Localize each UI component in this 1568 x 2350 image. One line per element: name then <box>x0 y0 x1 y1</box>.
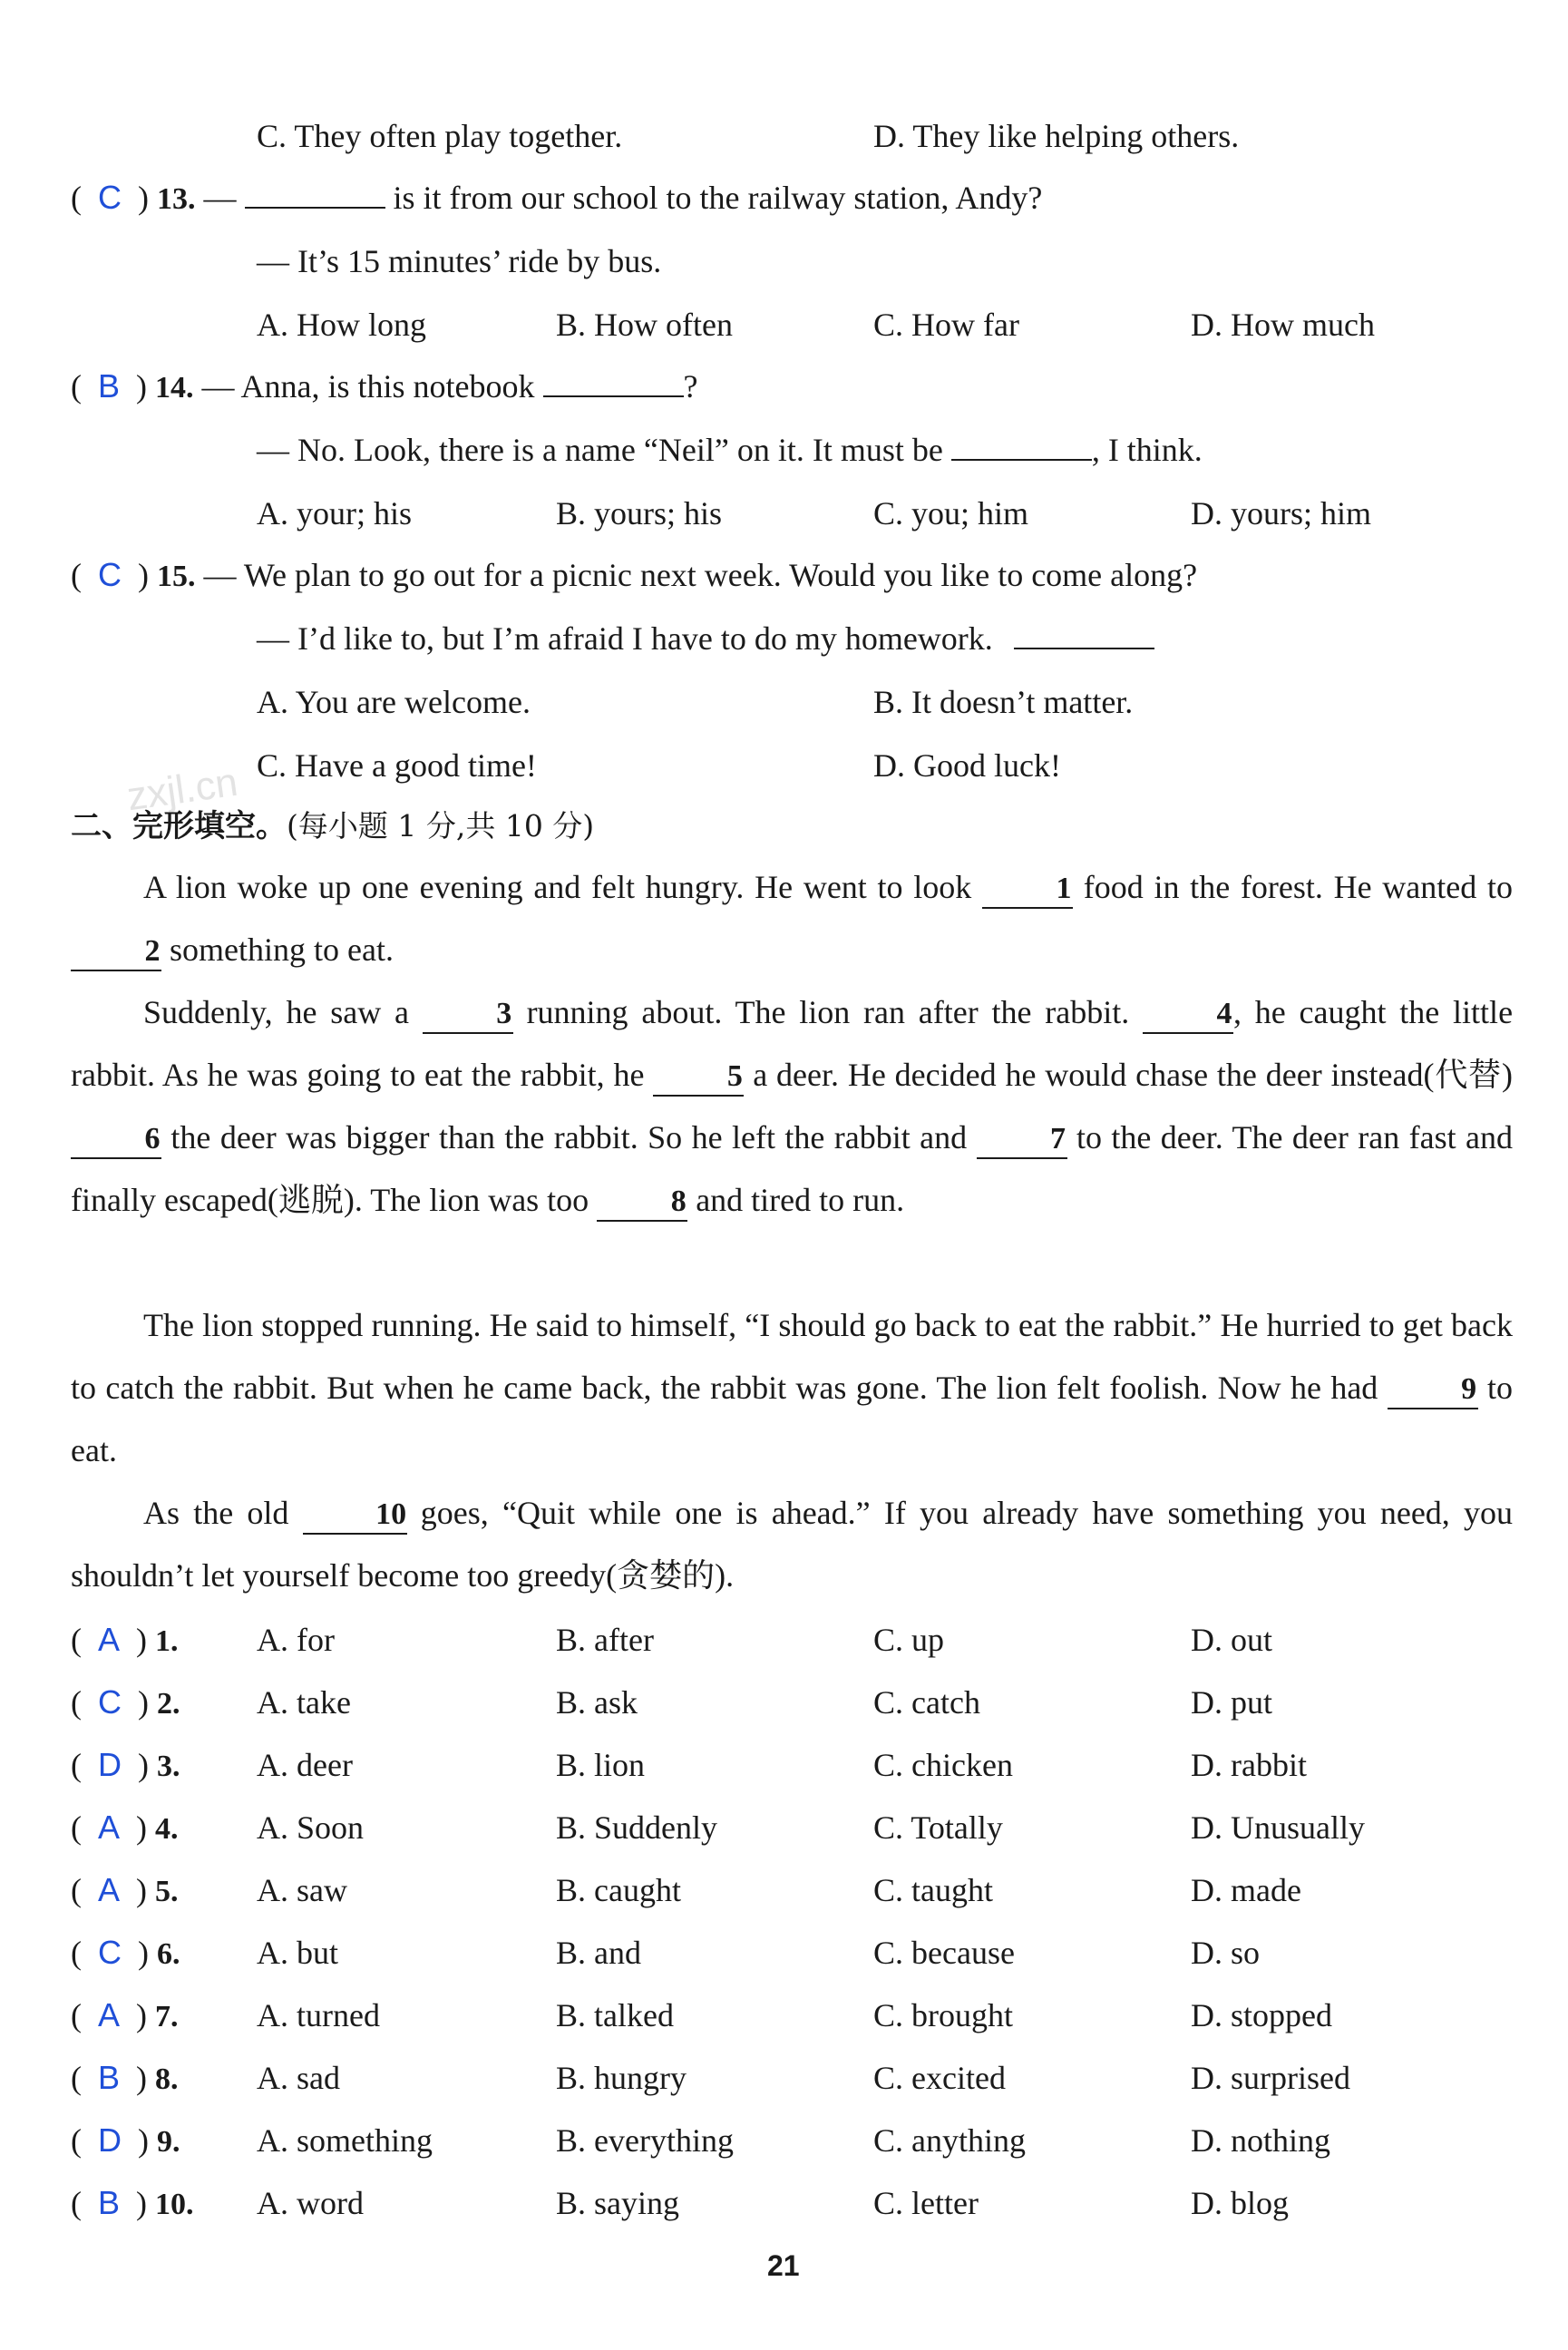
cloze-item: ( A ) 4. <box>71 1809 179 1846</box>
cloze-option: B. hungry <box>556 2060 687 2096</box>
passage-paragraph-4 <box>71 1482 1513 1607</box>
cloze-option: C. catch <box>873 1684 980 1721</box>
cloze-option: C. letter <box>873 2185 979 2221</box>
answer-mark: A <box>98 1809 121 1846</box>
cloze-item: ( B ) 10. <box>71 2184 194 2221</box>
cloze-option: A. Soon <box>257 1809 365 1846</box>
question-number: 13. <box>157 182 196 216</box>
passage-text: and tired to run. <box>696 1182 905 1218</box>
question-text: — <box>203 180 237 216</box>
passage-text: food in the forest. He wanted to <box>1083 869 1513 905</box>
passage-text: As the old <box>143 1495 289 1531</box>
answer-mark: C <box>98 556 122 593</box>
answer-mark: C <box>98 179 122 216</box>
passage-text: the deer was bigger than the rabbit. So he left the rabbit and <box>170 1119 968 1155</box>
cloze-option: B. saying <box>556 2185 680 2221</box>
q12-option-c: C. They often play together. <box>257 118 623 154</box>
cloze-option: A. saw <box>257 1872 347 1908</box>
question-13: ( C ) 13. — is it from our school to the railway station, Andy? <box>71 175 1042 222</box>
passage-text: goes, “Quit while one is ahead.” If you already have something you need, you shouldn’t let yourself become too greedy(贪婪的). <box>71 1495 1514 1594</box>
section-subtitle: (每小题 1 分,共 10 分) <box>287 808 595 843</box>
cloze-option: A. turned <box>257 1997 380 2033</box>
option: C. How far <box>873 307 1019 343</box>
passage-text: something to eat. <box>170 931 394 968</box>
question-14: ( B ) 14. — Anna, is this notebook ? <box>71 364 698 411</box>
answer-mark: B <box>98 2059 121 2096</box>
cloze-option: D. blog <box>1191 2185 1289 2221</box>
question-text: — We plan to go out for a picnic next week. Would you like to come along? <box>203 557 1198 593</box>
item-number: 6. <box>157 1937 180 1971</box>
answer-blank[interactable] <box>951 428 1092 461</box>
answer-mark: B <box>98 367 121 405</box>
section-heading <box>71 804 594 855</box>
option: D. How much <box>1191 307 1375 343</box>
cloze-item: ( A ) 5. <box>71 1871 179 1908</box>
passage-text: to the deer. The deer ran fast and finally escaped(逃脱). The lion was too <box>71 1119 1514 1218</box>
cloze-option: C. because <box>873 1935 1015 1971</box>
cloze-item: ( C ) 2. <box>71 1683 180 1721</box>
passage-blank-9[interactable]: 9 <box>1388 1371 1478 1409</box>
cloze-item: ( A ) 7. <box>71 1996 179 2033</box>
cloze-option: C. taught <box>873 1872 993 1908</box>
passage-text: The lion stopped running. He said to himself, “I should go back to eat the rabbit.” He hurried to get back to catch the rabbit. But when he came back, the rabbit was gone. The lion felt foolish. Now he had <box>71 1307 1513 1406</box>
question-number: 15. <box>157 560 196 593</box>
reply-text: — I’d like to, but I’m afraid I have to do my homework. <box>257 620 993 657</box>
passage-blank-4[interactable]: 4 <box>1143 996 1233 1034</box>
passage-paragraph-3 <box>71 1294 1513 1482</box>
cloze-option: B. after <box>556 1622 654 1658</box>
passage-blank-10[interactable]: 10 <box>303 1497 407 1535</box>
cloze-option: D. put <box>1191 1684 1272 1721</box>
passage-blank-1[interactable]: 1 <box>982 871 1073 909</box>
passage-blank-8[interactable]: 8 <box>597 1184 687 1222</box>
option: C. Have a good time! <box>257 747 537 784</box>
answer-mark: A <box>98 1621 121 1658</box>
answer-mark: C <box>98 1934 122 1971</box>
passage-blank-5[interactable]: 5 <box>653 1058 744 1097</box>
question-text: — Anna, is this notebook <box>201 368 535 405</box>
option: D. Good luck! <box>873 747 1061 784</box>
item-number: 3. <box>157 1750 180 1783</box>
cloze-option: D. out <box>1191 1622 1272 1658</box>
cloze-option: C. anything <box>873 2122 1026 2159</box>
cloze-option: B. talked <box>556 1997 674 2033</box>
cloze-option: D. rabbit <box>1191 1747 1307 1783</box>
reply-text: , I think. <box>1091 432 1203 468</box>
cloze-option: B. caught <box>556 1872 681 1908</box>
answer-blank[interactable] <box>1014 617 1154 649</box>
cloze-option: B. lion <box>556 1747 646 1783</box>
answer-mark: A <box>98 1996 121 2033</box>
answer-mark: C <box>98 1683 122 1721</box>
question-number: 14. <box>155 371 194 405</box>
item-number: 5. <box>155 1875 179 1908</box>
item-number: 7. <box>155 2000 179 2033</box>
reply-text: — No. Look, there is a name “Neil” on it. It must be <box>257 432 943 468</box>
passage-blank-7[interactable]: 7 <box>977 1121 1067 1159</box>
option: B. It doesn’t matter. <box>873 684 1134 720</box>
q12-option-d: D. They like helping others. <box>873 118 1240 154</box>
cloze-item: ( A ) 1. <box>71 1621 179 1658</box>
option: C. you; him <box>873 495 1029 531</box>
cloze-option: C. chicken <box>873 1747 1013 1783</box>
passage-blank-3[interactable]: 3 <box>423 996 513 1034</box>
passage-text: A lion woke up one evening and felt hungry. He went to look <box>143 869 972 905</box>
passage-blank-6[interactable]: 6 <box>71 1121 161 1159</box>
cloze-option: C. excited <box>873 2060 1006 2096</box>
cloze-option: B. ask <box>556 1684 638 1721</box>
cloze-option: D. Unusually <box>1191 1809 1365 1846</box>
option: A. You are welcome. <box>257 684 531 720</box>
passage-text: a deer. He decided he would chase the deer instead(代替) <box>753 1057 1514 1093</box>
question-15-reply <box>257 616 1154 661</box>
passage-paragraph-2 <box>71 981 1513 1232</box>
cloze-option: C. brought <box>873 1997 1014 2033</box>
item-number: 8. <box>155 2062 179 2096</box>
item-number: 2. <box>157 1687 180 1721</box>
cloze-option: C. Totally <box>873 1809 1003 1846</box>
item-number: 9. <box>157 2125 180 2159</box>
cloze-item: ( B ) 8. <box>71 2059 179 2096</box>
cloze-option: B. Suddenly <box>556 1809 718 1846</box>
item-number: 1. <box>155 1624 179 1658</box>
cloze-option: A. deer <box>257 1747 353 1783</box>
answer-mark: D <box>98 2121 122 2159</box>
cloze-option: A. something <box>257 2122 433 2159</box>
cloze-option: A. sad <box>257 2060 340 2096</box>
cloze-option: D. surprised <box>1191 2060 1350 2096</box>
question-text: is it from our school to the railway station, Andy? <box>393 180 1043 216</box>
answer-mark: B <box>98 2184 121 2221</box>
cloze-option: D. so <box>1191 1935 1261 1971</box>
page-number: 21 <box>767 2249 800 2282</box>
item-number: 4. <box>155 1812 179 1846</box>
passage-paragraph-1 <box>71 856 1513 981</box>
passage-text: running about. The lion ran after the rabbit. <box>526 994 1130 1030</box>
cloze-option: D. made <box>1191 1872 1301 1908</box>
cloze-option: B. and <box>556 1935 641 1971</box>
cloze-option: A. word <box>257 2185 364 2221</box>
cloze-item: ( C ) 6. <box>71 1934 180 1971</box>
cloze-option: C. up <box>873 1622 945 1658</box>
cloze-option: D. stopped <box>1191 1997 1332 2033</box>
question-14-reply <box>257 427 1203 473</box>
cloze-option: A. for <box>257 1622 335 1658</box>
passage-text: to eat. <box>71 1370 1514 1468</box>
answer-mark: A <box>98 1871 121 1908</box>
passage-text: , he caught the little rabbit. As he was going to eat the rabbit, he <box>71 994 1514 1093</box>
watermark: zxjl.cn <box>124 759 240 820</box>
question-13-reply: — It’s 15 minutes’ ride by bus. <box>257 243 662 279</box>
item-number: 10. <box>155 2188 194 2221</box>
cloze-option: D. nothing <box>1191 2122 1331 2159</box>
answer-mark: D <box>98 1746 122 1783</box>
cloze-item: ( D ) 3. <box>71 1746 180 1783</box>
option: B. How often <box>556 307 733 343</box>
passage-blank-2[interactable]: 2 <box>71 933 161 971</box>
cloze-item: ( D ) 9. <box>71 2121 180 2159</box>
question-15: ( C ) 15. — We plan to go out for a picnic next week. Would you like to come along? <box>71 556 1198 593</box>
option: A. your; his <box>257 495 412 531</box>
option: A. How long <box>257 307 426 343</box>
cloze-option: B. everything <box>556 2122 734 2159</box>
option: D. yours; him <box>1191 495 1372 531</box>
section-title: 二、完形填空。 <box>71 808 287 844</box>
question-text: ? <box>683 368 698 405</box>
cloze-option: A. take <box>257 1684 351 1721</box>
option: B. yours; his <box>556 495 723 531</box>
cloze-option: A. but <box>257 1935 338 1971</box>
passage-text: Suddenly, he saw a <box>143 994 409 1030</box>
answer-blank[interactable] <box>543 365 684 397</box>
answer-blank[interactable] <box>245 176 385 209</box>
